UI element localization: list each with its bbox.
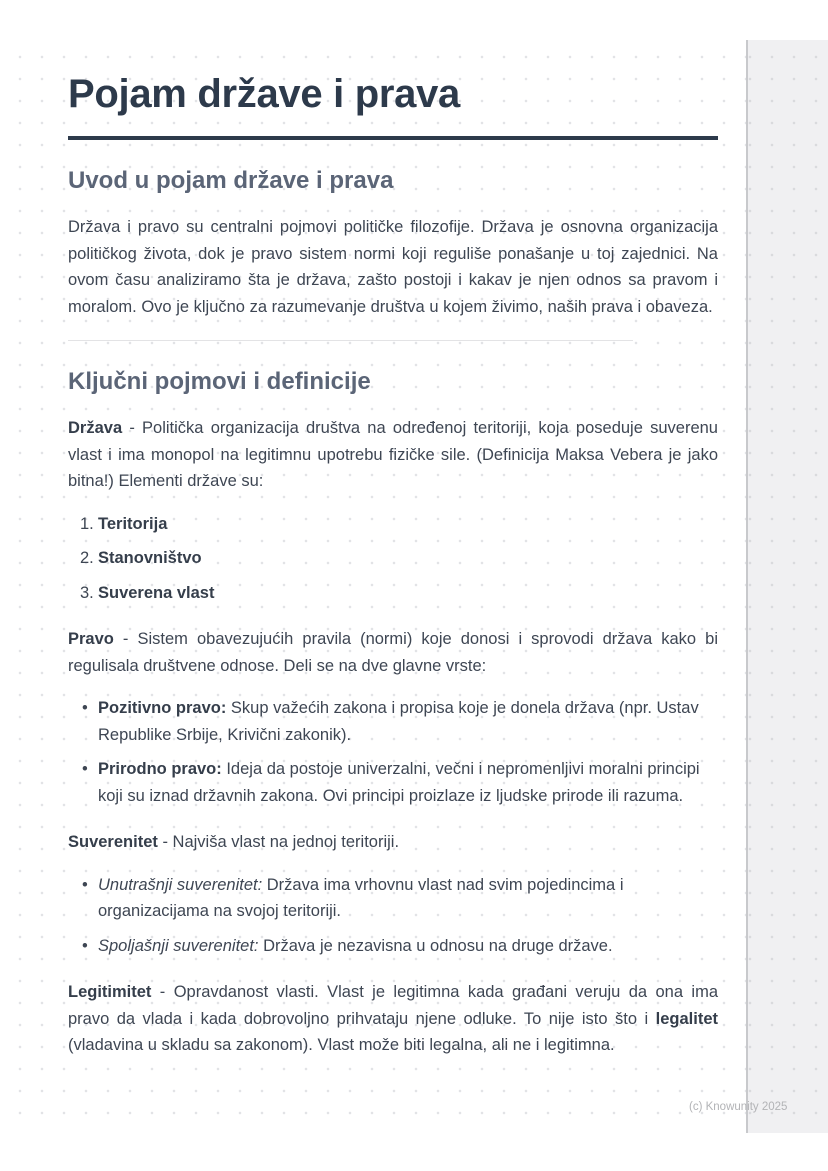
text-run: (vladavina u skladu sa zakonom). Vlast može biti legalna, ali ne i legitimna. [68,1036,615,1054]
list-item [68,580,718,607]
bold-text: Suverena vlast [98,583,215,602]
section-divider [68,340,633,341]
text-run: Država je nezavisna u odnosu na druge države. [258,936,613,955]
italic-text: Spoljašnji suverenitet: [98,936,259,955]
bold-text: legalitet [655,1009,718,1028]
text-run: Ideja da postoje univerzalni, večni i nepromenljivi moralni principi koji su iznad državnih zakona. Ovi principi proizlaze iz ljudske prirode ili razuma. [98,760,700,805]
text-run: - Opravdanost vlasti. Vlast je legitimna kada građani veruju da ona ima pravo da vlada i kada dobrovoljno prihvataju njene odluke. To nije isto što i [68,983,718,1028]
bullet-list [68,872,718,960]
bold-text: Legitimitet [68,983,152,1001]
paragraph [68,214,718,320]
page-title: Pojam države i prava [68,72,460,116]
bold-text: Pozitivno pravo: [98,699,227,717]
bullet-icon: • [82,936,88,955]
list-number: 1. [80,514,94,533]
paragraph [68,626,718,679]
watermark: (c) Knowunity 2025 [689,1101,788,1113]
bullet-icon: • [82,760,88,778]
list-item [68,933,718,960]
title-rule [68,136,718,140]
side-strip [746,40,828,1133]
bold-text: Država [68,419,123,437]
section-heading: Ključni pojmovi i definicije [68,368,371,395]
text-run: - Sistem obavezujućih pravila (normi) koje donosi i sprovodi država kako bi regulisala društvene odnose. Deli se na dve glavne vrste: [68,630,718,675]
italic-text: Unutrašnji suverenitet: [98,875,263,894]
text-run: Država i pravo su centralni pojmovi političke filozofije. Država je osnovna organizacija političkog života, dok je pravo sistem normi koji reguliše ponašanje u toj zajednici. Na ovom času analiziramo šta je država, zašto postoji i kakav je njen odnos sa pravom i moralom. Ovo je ključno za razumevanje društva u kojem živimo, naših prava i obaveza. [68,218,718,316]
paragraph [68,829,718,856]
list-number: 3. [80,583,94,602]
text-run: - Politička organizacija društva na određenoj teritoriji, koja poseduje suverenu vlast i ima monopol na legitimnu upotrebu fizičke sile. (Definicija Maksa Vebera je jako bitna!) Elementi države su: [68,419,718,490]
text-run: - Najviša vlast na jednoj teritoriji. [157,833,400,851]
text-run: Država ima vrhovnu vlast nad svim pojedincima i organizacijama na svojoj teritoriji. [98,875,624,920]
bold-text: Pravo [68,630,114,648]
bold-text: Suverenitet [68,833,158,851]
list-item [68,545,718,572]
list-item [68,756,718,809]
doc-blocks [68,168,718,1059]
bullet-icon: • [82,699,88,717]
list-number: 2. [80,549,94,567]
page-sheet [0,40,746,1133]
page-content [68,40,718,1059]
bullet-icon: • [82,875,88,894]
section-heading: Uvod u pojam države i prava [68,167,394,194]
bold-text: Stanovništvo [98,549,202,567]
paragraph [68,415,718,495]
list-item [68,695,718,748]
list-item [68,511,718,538]
bold-text: Prirodno pravo: [98,760,222,778]
ordered-list [68,511,718,607]
bold-text: Teritorija [98,514,168,533]
text-run: Skup važećih zakona i propisa koje je donela država (npr. Ustav Republike Srbije, Krivični zakonik). [98,699,699,744]
bullet-list [68,695,718,809]
list-item [68,872,718,925]
paragraph [68,979,718,1059]
